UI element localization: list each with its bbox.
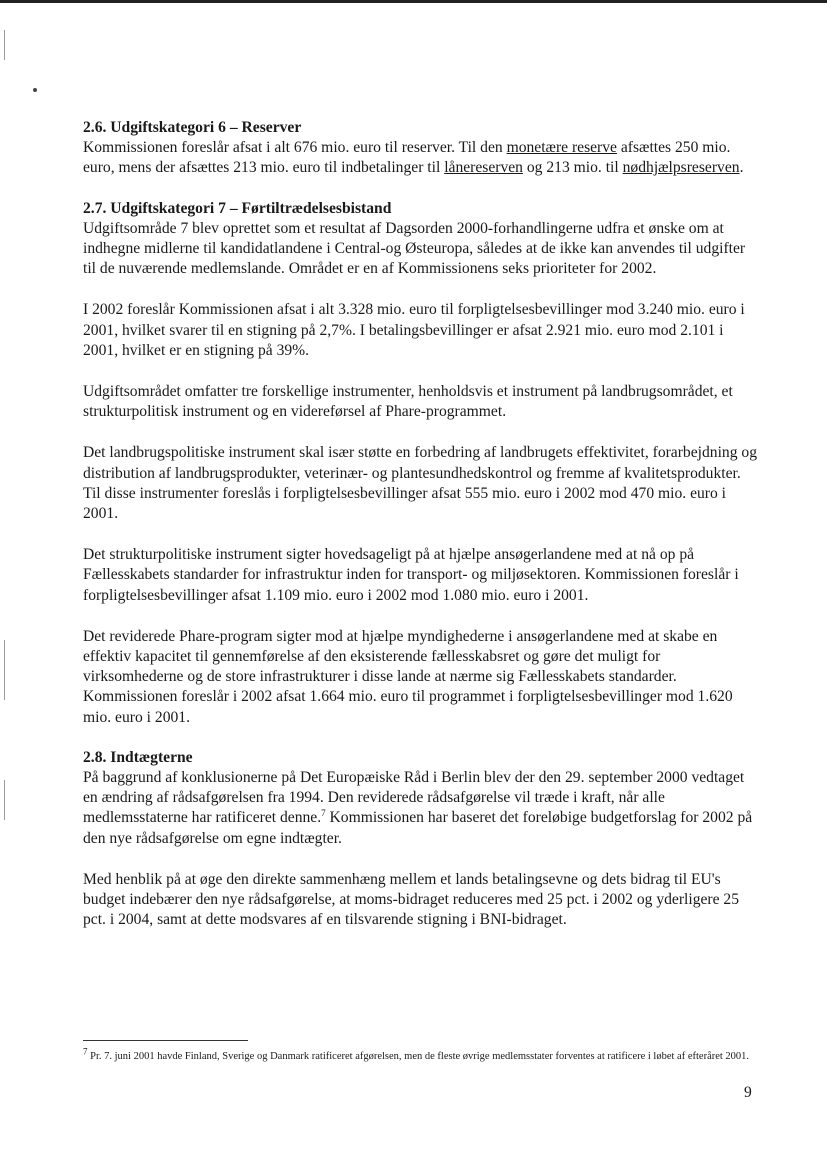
paragraph: I 2002 foreslår Kommissionen afsat i alt 3.328 mio. euro til forpligtelsesbevillinger mod 3.240 mio. euro i 2001, hvilket svarer til en stigning på 2,7%. I betalingsbevillinger er afsat 2.921 mio. euro mod 2.101 i 2001, hvilket er en stigning på 39%. [83,301,745,359]
paragraph: Det strukturpolitiske instrument sigter hovedsageligt på at hjælpe ansøgerlandene med at nå op på Fællesskabets standarder for infrastruktur inden for transport- og miljøsektoren. Kommissionen foreslår i forpligtelsesbevillinger afsat 1.109 mio. euro i 2002 mod 1.080 mio. euro i 2001. [83,546,739,604]
scan-dot [33,88,37,92]
section-heading: 2.7. Udgiftskategori 7 – Førtiltrædelsesbistand [83,199,392,217]
emergency-reserve-link[interactable]: nødhjælpsreserven [622,159,740,177]
paragraph: Udgiftsområde 7 blev oprettet som et resultat af Dagsorden 2000-forhandlingerne udfra et ønske om at indhegne midlerne til kandidatlandene i Central-og Østeuropa, således at de ikke kan anvendes til udgifter til de nuværende medlemslande. Området er en af Kommissionens seks prioriteter for 2002. [83,219,746,278]
footnote-separator [83,1040,248,1041]
text-run: og 213 mio. til [522,159,623,177]
footnote-text: Pr. 7. juni 2001 havde Finland, Sverige og Danmark ratificeret afgørelsen, men de fleste øvrige medlemsstater forventes at ratificere i løbet af efteråret 2001. [87,1051,750,1062]
scan-edge-mark [4,780,5,820]
document-body [83,118,758,931]
section-2-7 [83,199,758,728]
paragraph [83,138,758,178]
footnote [83,1046,758,1064]
section-2-8 [83,748,758,931]
paragraph: Det reviderede Phare-program sigter mod at hjælpe myndighederne i ansøgerlandene med at skabe en effektiv kapacitet til gennemførelse af den eksisterende fællesskabsret og gøre det muligt for virksomhederne og de store infrastrukturer i disse lande at nærme sig Fællesskabets standarder. Kommissionen foreslår i 2002 afsat 1.664 mio. euro til programmet i forpligtelsesbevillinger mod 1.620 mio. euro i 2001. [83,627,733,726]
paragraph: Det landbrugspolitiske instrument skal især støtte en forbedring af landbrugets effektivitet, forarbejdning og distribution af landbrugsprodukter, veterinær- og plantesundhedskontrol og fremme af kvalitetsprodukter. Til disse instrumenter foreslås i forpligtelsesbevillinger afsat 555 mio. euro i 2002 mod 470 mio. euro i 2001. [83,444,757,523]
section-2-6 [83,118,758,179]
scan-edge-mark [4,640,5,700]
paragraph: Udgiftsområdet omfatter tre forskellige instrumenter, henholdsvis et instrument på landbrugsområdet, et strukturpolitisk instrument og en videreførsel af Phare-programmet. [83,383,733,421]
section-heading: 2.6. Udgiftskategori 6 – Reserver [83,119,302,136]
footnote-mark: 7 [83,1046,88,1057]
text-run: . [739,159,744,177]
monetary-reserve-link[interactable]: monetære reserve [506,139,617,157]
text-run: afsættes 250 mio. euro, mens der afsættes 213 mio. euro til indbetalinger til [83,139,731,177]
section-heading: 2.8. Indtægterne [83,748,193,766]
top-border-line [0,0,827,3]
text-run: Kommissionen foreslår afsat i alt 676 mio. euro til reserver. Til den [83,139,507,157]
paragraph [83,768,758,849]
footnote-reference[interactable]: 7 [321,808,326,819]
scan-edge-mark [4,30,5,60]
paragraph: Med henblik på at øge den direkte sammenhæng mellem et lands betalingsevne og dets bidrag til EU's budget indebærer den nye rådsafgørelse, at moms-bidraget reduceres med 25 pct. i 2002 og yderligere 25 pct. i 2004, samt at dette modsvares af en tilsvarende stigning i BNI-bidraget. [83,870,740,929]
loan-reserve-link[interactable]: lånereserven [444,159,523,177]
text-run: På baggrund af konklusionerne på Det Europæiske Råd i Berlin blev der den 29. september 2000 vedtaget en ændring af rådsafgørelsen fra 1994. Den reviderede rådsafgørelse vil træde i kraft, når alle medlemsstaterne har ratificeret denne. [83,769,745,827]
text-run: Kommissionen har baseret det foreløbige budgetforslag for 2002 på den nye rådsafgørelse om egne indtægter. [83,809,753,847]
page-number: 9 [744,1084,752,1101]
